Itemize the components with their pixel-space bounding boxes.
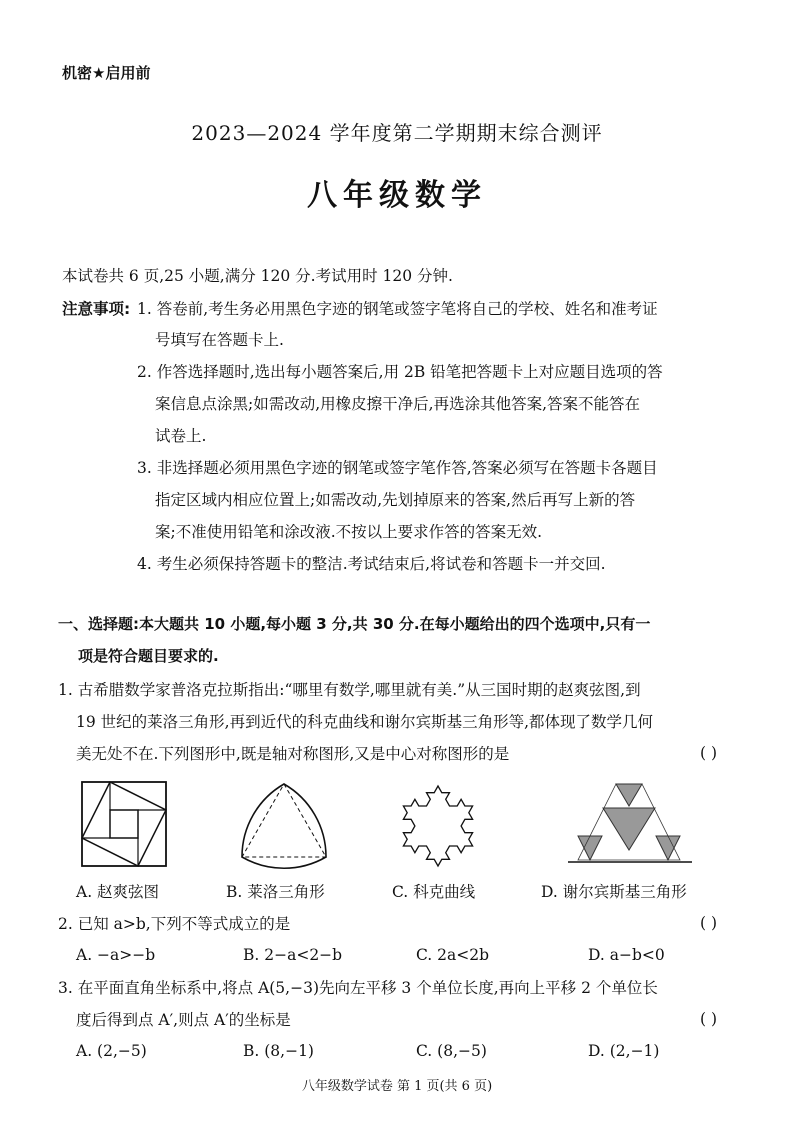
q3-option-b: B. (8,−1) [243,1042,314,1060]
q1-answer-paren: ( ) [700,744,718,762]
q1-stem-line: 1. 古希腊数学家普洛克拉斯指出:“哪里有数学,哪里就有美.”从三国时期的赵爽弦图,到 [58,681,641,699]
section-heading: 一、选择题:本大题共 10 小题,每小题 3 分,共 30 分.在每小题给出的四个选项中,只有一 [58,615,651,633]
q1-caption-c: C. 科克曲线 [392,883,476,901]
q2-option-b: B. 2−a<2−b [243,946,343,964]
note-line: 2. 作答选择题时,选出每小题答案后,用 2B 铅笔把答题卡上对应题目选项的答 [137,363,663,381]
q1-stem-line: 美无处不在.下列图形中,既是轴对称图形,又是中心对称图形的是 [76,745,510,763]
q2-answer-paren: ( ) [700,914,718,932]
q2-option-d: D. a−b<0 [588,946,665,964]
confidential-mark: 机密★启用前 [62,64,151,82]
note-line: 案信息点涂黑;如需改动,用橡皮擦干净后,再选涂其他答案,答案不能答在 [155,395,641,413]
q3-option-a: A. (2,−5) [76,1042,147,1060]
q2-option-c: C. 2a<2b [416,946,490,964]
q1-caption-a: A. 赵爽弦图 [76,883,160,901]
q3-stem-line: 3. 在平面直角坐标系中,将点 A(5,−3)先向左平移 3 个单位长度,再向上平移 2 个单位长 [58,979,658,997]
q1-caption-b: B. 莱洛三角形 [226,883,325,901]
q2-stem: 2. 已知 a>b,下列不等式成立的是 [58,915,291,933]
note-line: 3. 非选择题必须用黑色字迹的钢笔或签字笔作答,答案必须写在答题卡各题目 [137,459,658,477]
q1-stem-line: 19 世纪的莱洛三角形,再到近代的科克曲线和谢尔宾斯基三角形等,都体现了数学几何 [76,713,654,731]
page-footer: 八年级数学试卷 第 1 页(共 6 页) [301,1079,493,1094]
q2-option-a: A. −a>−b [76,946,156,964]
exam-intro: 本试卷共 6 页,25 小题,满分 120 分.考试用时 120 分钟. [62,267,453,285]
zhao-shuang-figure [80,780,168,868]
reuleaux-triangle-figure [234,778,334,874]
note-line: 案;不准使用铅笔和涂改液.不按以上要求作答的答案无效. [155,523,543,541]
q1-caption-d: D. 谢尔宾斯基三角形 [541,883,687,901]
q3-option-d: D. (2,−1) [588,1042,660,1060]
note-line: 号填写在答题卡上. [155,331,284,349]
section-heading-cont: 项是符合题目要求的. [78,647,219,665]
q3-answer-paren: ( ) [700,1010,718,1028]
q3-stem-line: 度后得到点 A′,则点 A′的坐标是 [76,1011,291,1029]
note-line: 指定区域内相应位置上;如需改动,先划掉原来的答案,然后再写上新的答 [155,491,636,509]
subject-title: 八年级数学 [307,178,487,213]
note-line: 1. 答卷前,考生务必用黑色字迹的钢笔或签字笔将自己的学校、姓名和准考证 [137,300,658,318]
koch-curve-figure [390,778,486,870]
note-line: 4. 考生必须保持答题卡的整洁.考试结束后,将试卷和答题卡一并交回. [137,555,606,573]
sierpinski-triangle-figure [566,780,694,868]
exam-title: 2023—2024 学年度第二学期期末综合测评 [191,121,603,145]
q3-option-c: C. (8,−5) [416,1042,487,1060]
notes-label: 注意事项: [62,300,131,318]
note-line: 试卷上. [155,427,207,445]
